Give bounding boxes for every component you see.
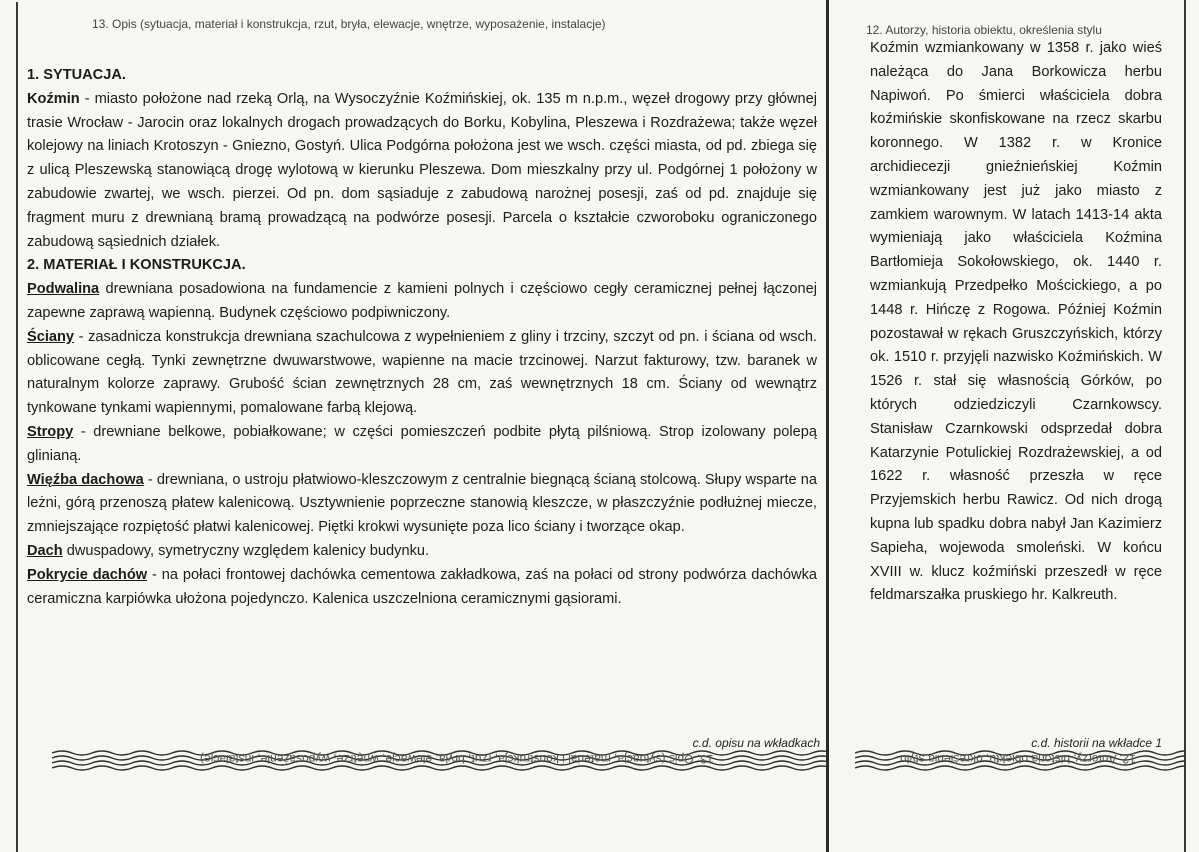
column-divider	[826, 0, 829, 852]
description-body	[27, 64, 817, 611]
section-heading-situation: 1. SYTUACJA.	[27, 67, 126, 83]
item-term: Więźba dachowa	[27, 471, 144, 488]
item-term: Ściany	[27, 328, 75, 345]
description-column-header: 13. Opis (sytuacja, materiał i konstrukcja, rzut, bryła, elewacje, wnętrze, wyposażenie, instalacje)	[92, 17, 606, 31]
item-paragraph	[27, 469, 817, 540]
history-column-header: 12. Autorzy, historia obiektu, określenia stylu	[866, 23, 1102, 37]
item-term: Dach	[27, 542, 63, 559]
item-paragraph	[27, 540, 817, 564]
item-text: drewniana posadowiona na fundamencie z kamieni polnych i częściowo cegły ceramicznej pełnej łączonej zapewne zaprawą wapienną. Budynek częściowo podpiwniczony.	[27, 281, 817, 321]
item-text: - na połaci frontowej dachówka cementowa zakładkowa, zaś na połaci od strony podwórza dachówka ceramiczna karpiówka ułożona pojedynczo. Kalenica uszczelniona ceramicznymi gąsiorami.	[27, 566, 817, 607]
item-text: - drewniana, o ustroju płatwiowo-kleszczowym z centralnie biegnącą ścianą stolcową. Słupy wsparte na leżni, górą przenoszą płatew kalenicową. Usztywnienie poprzeczne stanowią kleszcze, w płaszczyźnie podłużnej miecze, zmniejszające rozpiętość płatwi kalenicowej. Piętki krokwi wysunięte poza lico ściany i tworzące okap.	[27, 471, 817, 536]
history-continuation-note: c.d. historii na wkładce 1	[1031, 736, 1162, 750]
item-paragraph	[27, 564, 817, 612]
mirrored-history-header: 12. Autorzy, historia obiektu, określenia stylu	[900, 752, 1136, 766]
item-paragraph	[27, 278, 817, 326]
item-term: Pokrycie dachów	[27, 566, 148, 583]
right-border-line	[1184, 0, 1186, 852]
situation-text: - miasto położone nad rzeką Orlą, na Wysoczyźnie Koźmińskiej, ok. 135 m n.p.m., węzeł drogowy przy głównej trasie Wrocław - Jarocin oraz lokalnych drogach prowadzących do Borku, Kobylina, Pleszewa i Rozdrażewa; także węzeł kolejowy na liniach Krotoszyn - Gniezno, Gostyń. Ulica Podgórna położona jest we wsch. części miasta, od pd. zbiega się z ulicą Pleszewską stanowiącą drogę wylotową w kierunku Pleszewa. Dom mieszkalny przy ul. Podgórnej 1 położony w zabudowie zwartej, we wsch. pierzei. Od pn. dom sąsiaduje z zabudową narożnej posesji, zaś od pd. znajduje się fragment muru z drewnianą bramą prowadzącą na podwórze posesji. Parcela o kształcie czworoboku ograniczonego zabudową sąsiednich działek.	[27, 90, 817, 250]
item-term: Podwalina	[27, 281, 100, 298]
left-border-line	[16, 2, 18, 852]
situation-paragraph	[27, 88, 817, 255]
description-continuation-note: c.d. opisu na wkładkach	[692, 736, 820, 750]
section-heading-material: 2. MATERIAŁ I KONSTRUKCJA.	[27, 257, 246, 274]
item-paragraph	[27, 326, 817, 421]
item-text: dwuspadowy, symetryczny względem kalenicy budynku.	[62, 542, 430, 559]
item-text: - zasadnicza konstrukcja drewniana szachulcowa z wypełnieniem z gliny i trzciny, szczyt od pn. i ściana od wsch. oblicowane cegłą. Tynki zewnętrzne dwuwarstwowe, wapienne na macie trzcinowej. Narzut fakturowy, tzw. baranek w naturalnym kolorze zaprawy. Grubość ścian zewnętrznych 28 cm, zaś wewnętrznych 18 cm. Ściany od wewnątrz tynkowane tynkami wapiennymi, pomalowane farbą klejową.	[27, 328, 817, 417]
mirrored-description-header: 13. Opis (sytuacja, materiał i konstrukcja, rzut, bryła, elewacje, wnętrze, wyposażenie, instalacje)	[200, 752, 714, 766]
item-text: - drewniane belkowe, pobiałkowane; w części pomieszczeń podbite płytą pilśniową. Strop izolowany polepą glinianą.	[27, 423, 817, 464]
history-body	[870, 37, 1162, 608]
history-paragraph: Koźmin wzmiankowany w 1358 r. jako wieś należąca do Jana Borkowicza herbu Napiwoń. Po śmierci właściciela dobra koźmińskie skonfiskowane na rzecz skarbu koronnego. W 1382 r. w Kronice archidiecezji gnieźnieńskiej Koźmin wzmiankowany jest już jako miasto z zamkiem warownym. W latach 1413-14 akta wymieniają jako właściciela Koźmina Bartłomieja Sokołowskiego, ok. 1440 r. wzmiankują Przedpełko Mościckiego, a po 1448 r. Hińczę z Rogowa. Później Koźmin pozostawał w rękach Gruszczyńskich, którzy ok. 1510 r. przyjęli nazwisko Koźmińskich. W 1526 r. stał się własnością Górków, po których odziedziczyli Czarnkowscy. Stanisław Czarnkowski odsprzedał dobra Katarzynie Potulickiej Rozdrażewskiej, a od 1622 r. własność przeszła w ręce Przyjemskich herbu Rawicz. Od nich drogą kupna lub spadku dobra nabył Jan Kazimierz Sapieha, wojewoda smoleński. W końcu XVIII w. klucz koźmiński przeszedł w ręce feldmarszałka pruskiego hr. Kalkreuth.	[870, 40, 1162, 604]
item-paragraph	[27, 421, 817, 469]
item-term: Stropy	[27, 423, 74, 440]
town-name: Koźmin	[27, 90, 80, 107]
